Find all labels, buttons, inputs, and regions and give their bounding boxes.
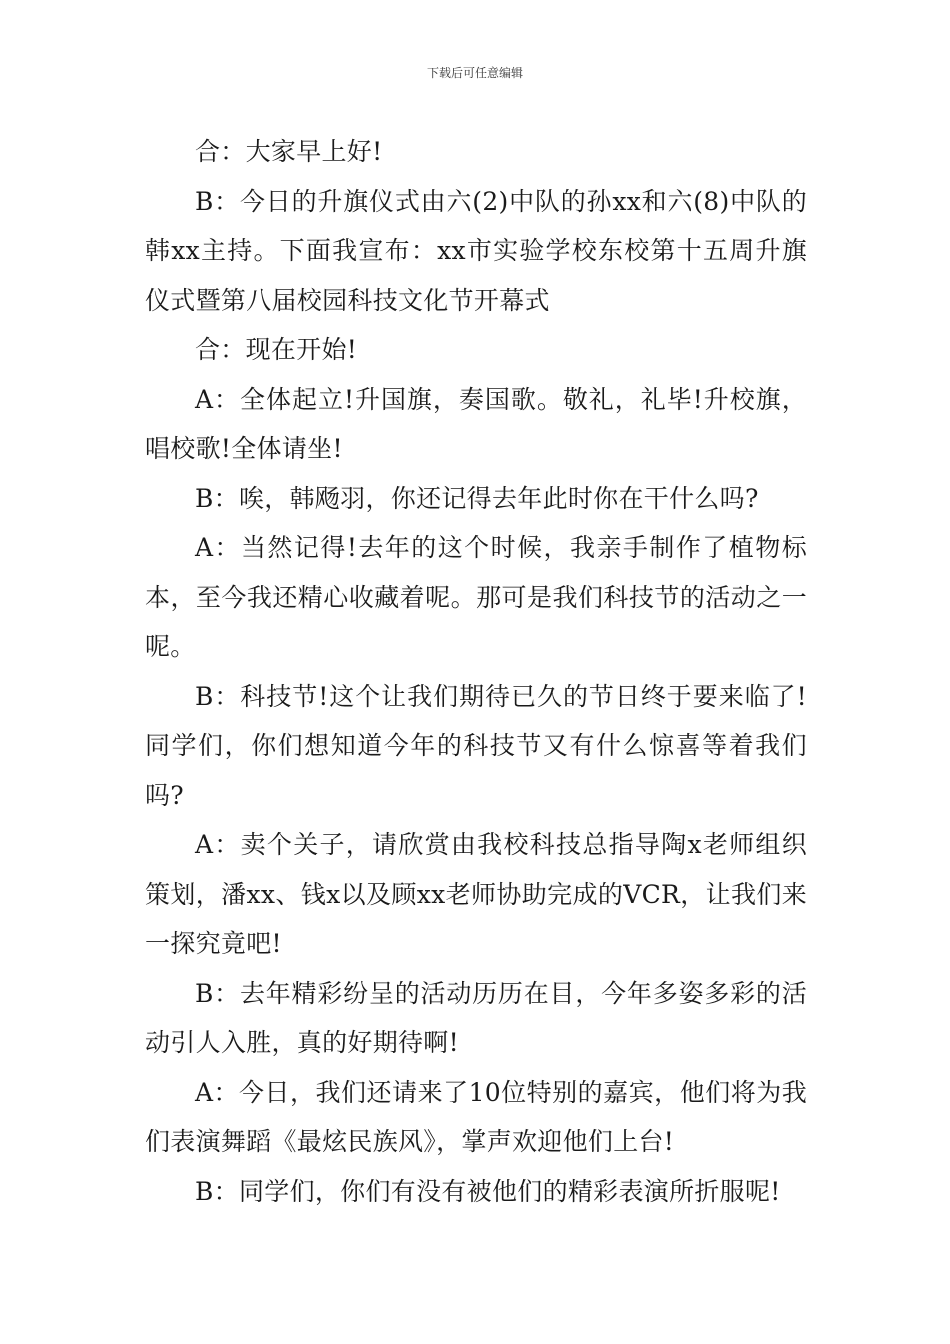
paragraph-host-announcement: B：今日的升旗仪式由六(2)中队的孙xx和六(8)中队的韩xx主持。下面我宣布：xx市实验学校东校第十五周升旗仪式暨第八届校园科技文化节开幕式 [145, 186, 807, 315]
paragraph-greeting: 合：大家早上好! [195, 137, 383, 166]
paragraph-flag-raising: A：全体起立!升国旗，奏国歌。敬礼，礼毕!升校旗，唱校歌!全体请坐! [145, 384, 807, 463]
paragraph-start: 合：现在开始! [195, 335, 358, 364]
paragraph-tech-festival: B：科技节!这个让我们期待已久的节日终于要来临了!同学们，你们想知道今年的科技节又有什么惊喜等着我们吗? [145, 681, 807, 810]
paragraph-memory: A：当然记得!去年的这个时候，我亲手制作了植物标本，至今我还精心收藏着呢。那可是我们科技节的活动之一呢。 [145, 533, 807, 661]
document-body [145, 127, 807, 1216]
page-header-note: 下载后可任意编辑 [426, 66, 523, 80]
paragraph-performance: B：同学们，你们有没有被他们的精彩表演所折服呢! [195, 1176, 781, 1206]
paragraph-activities: B：去年精彩纷呈的活动历历在目，今年多姿多彩的活动引人入胜，真的好期待啊! [145, 978, 807, 1057]
paragraph-guests: A：今日，我们还请来了10位特别的嘉宾，他们将为我们表演舞蹈《最炫民族风》，掌声欢迎他们上台! [145, 1077, 807, 1156]
paragraph-question: B：唉，韩飏羽，你还记得去年此时你在干什么吗? [195, 483, 759, 513]
paragraph-vcr: A：卖个关子，请欣赏由我校科技总指导陶x老师组织策划，潘xx、钱x以及顾xx老师协助完成的VCR，让我们来一探究竟吧! [145, 830, 807, 958]
